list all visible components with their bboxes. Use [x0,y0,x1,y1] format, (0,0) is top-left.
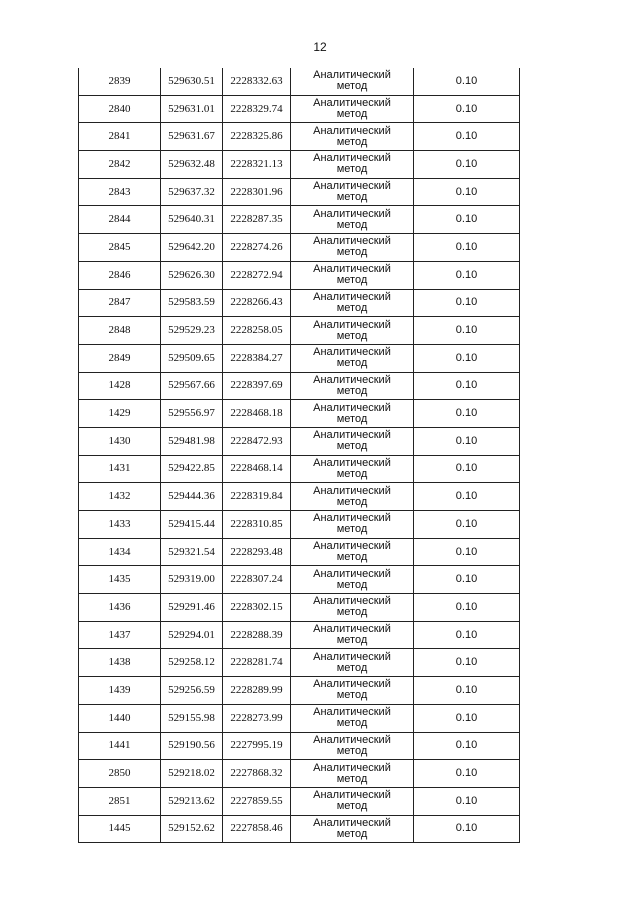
method-line-1: Аналитический [313,152,391,165]
point-number-cell: 1438 [79,649,161,677]
y-coordinate-cell: 2228266.43 [223,289,291,317]
method-line-2: метод [336,329,368,342]
y-coordinate-cell: 2228272.94 [223,261,291,289]
method-cell [291,400,414,428]
y-coordinate-cell: 2228301.96 [223,178,291,206]
table-row [79,677,520,705]
point-number-cell: 2841 [79,123,161,151]
method-line-1: Аналитический [313,207,391,220]
point-number-cell: 1431 [79,455,161,483]
method-line-1: Аналитический [313,540,391,553]
table-row [79,344,520,372]
point-number-cell: 2840 [79,95,161,123]
method-line-1: Аналитический [313,263,391,276]
method-line-2: метод [336,108,368,121]
method-line-2: метод [336,467,368,480]
accuracy-cell: 0.10 [414,732,520,760]
point-number-cell: 1441 [79,732,161,760]
method-cell [291,261,414,289]
method-cell [291,151,414,179]
coordinates-table [78,68,520,843]
x-coordinate-cell: 529583.59 [161,289,223,317]
x-coordinate-cell: 529481.98 [161,427,223,455]
point-number-cell: 2845 [79,234,161,262]
method-cell [291,178,414,206]
y-coordinate-cell: 2228289.99 [223,677,291,705]
method-cell [291,427,414,455]
method-cell [291,511,414,539]
accuracy-cell: 0.10 [414,621,520,649]
point-number-cell: 1433 [79,511,161,539]
y-coordinate-cell: 2228332.63 [223,68,291,95]
table-row [79,261,520,289]
accuracy-cell: 0.10 [414,760,520,788]
method-cell [291,732,414,760]
method-line-2: метод [336,551,368,564]
point-number-cell: 2851 [79,787,161,815]
y-coordinate-cell: 2227859.55 [223,787,291,815]
point-number-cell: 2847 [79,289,161,317]
accuracy-cell: 0.10 [414,649,520,677]
method-line-2: метод [336,384,368,397]
accuracy-cell: 0.10 [414,594,520,622]
x-coordinate-cell: 529422.85 [161,455,223,483]
accuracy-cell: 0.10 [414,95,520,123]
method-line-2: метод [336,440,368,453]
table-row [79,566,520,594]
table-row [79,732,520,760]
accuracy-cell: 0.10 [414,815,520,843]
method-cell [291,677,414,705]
point-number-cell: 2843 [79,178,161,206]
table-row [79,649,520,677]
method-line-2: метод [336,523,368,536]
accuracy-cell: 0.10 [414,68,520,95]
y-coordinate-cell: 2228397.69 [223,372,291,400]
method-line-2: метод [336,412,368,425]
y-coordinate-cell: 2228293.48 [223,538,291,566]
table-row [79,206,520,234]
method-cell [291,123,414,151]
accuracy-cell: 0.10 [414,511,520,539]
method-cell [291,289,414,317]
accuracy-cell: 0.10 [414,455,520,483]
table-row [79,68,520,95]
method-line-1: Аналитический [313,512,391,525]
method-cell [291,317,414,345]
y-coordinate-cell: 2228321.13 [223,151,291,179]
method-line-1: Аналитический [313,595,391,608]
point-number-cell: 1437 [79,621,161,649]
table-row [79,151,520,179]
table-row [79,511,520,539]
method-line-2: метод [336,163,368,176]
method-line-1: Аналитический [313,733,391,746]
accuracy-cell: 0.10 [414,483,520,511]
x-coordinate-cell: 529218.02 [161,760,223,788]
table-row [79,372,520,400]
method-line-1: Аналитический [313,484,391,497]
y-coordinate-cell: 2228302.15 [223,594,291,622]
method-line-1: Аналитический [313,429,391,442]
method-line-2: метод [336,246,368,259]
accuracy-cell: 0.10 [414,427,520,455]
point-number-cell: 2839 [79,68,161,95]
x-coordinate-cell: 529637.32 [161,178,223,206]
accuracy-cell: 0.10 [414,344,520,372]
method-line-1: Аналитический [313,567,391,580]
table-row [79,815,520,843]
method-cell [291,815,414,843]
x-coordinate-cell: 529256.59 [161,677,223,705]
method-line-2: метод [336,301,368,314]
method-line-1: Аналитический [313,650,391,663]
x-coordinate-cell: 529152.62 [161,815,223,843]
x-coordinate-cell: 529529.23 [161,317,223,345]
table-row [79,400,520,428]
x-coordinate-cell: 529509.65 [161,344,223,372]
y-coordinate-cell: 2228287.35 [223,206,291,234]
x-coordinate-cell: 529631.67 [161,123,223,151]
point-number-cell: 2842 [79,151,161,179]
accuracy-cell: 0.10 [414,178,520,206]
method-cell [291,68,414,95]
table-row [79,621,520,649]
x-coordinate-cell: 529415.44 [161,511,223,539]
method-cell [291,344,414,372]
y-coordinate-cell: 2228468.18 [223,400,291,428]
x-coordinate-cell: 529630.51 [161,68,223,95]
method-line-2: метод [336,578,368,591]
method-cell [291,621,414,649]
table-row [79,289,520,317]
method-line-2: метод [336,191,368,204]
x-coordinate-cell: 529631.01 [161,95,223,123]
method-line-2: метод [336,689,368,702]
method-line-2: метод [336,135,368,148]
method-line-1: Аналитический [313,318,391,331]
table-row [79,538,520,566]
x-coordinate-cell: 529213.62 [161,787,223,815]
method-line-1: Аналитический [313,706,391,719]
y-coordinate-cell: 2228329.74 [223,95,291,123]
method-line-2: метод [336,634,368,647]
method-cell [291,787,414,815]
x-coordinate-cell: 529640.31 [161,206,223,234]
accuracy-cell: 0.10 [414,566,520,594]
point-number-cell: 1440 [79,704,161,732]
y-coordinate-cell: 2227868.32 [223,760,291,788]
y-coordinate-cell: 2227995.19 [223,732,291,760]
method-line-1: Аналитический [313,789,391,802]
y-coordinate-cell: 2228468.14 [223,455,291,483]
method-line-1: Аналитический [313,678,391,691]
x-coordinate-cell: 529632.48 [161,151,223,179]
accuracy-cell: 0.10 [414,372,520,400]
method-cell [291,760,414,788]
method-cell [291,649,414,677]
point-number-cell: 1428 [79,372,161,400]
method-cell [291,206,414,234]
method-line-1: Аналитический [313,290,391,303]
y-coordinate-cell: 2228274.26 [223,234,291,262]
accuracy-cell: 0.10 [414,317,520,345]
method-line-2: метод [336,495,368,508]
method-cell [291,455,414,483]
method-line-1: Аналитический [313,816,391,829]
point-number-cell: 2848 [79,317,161,345]
method-line-2: метод [336,274,368,287]
point-number-cell: 2846 [79,261,161,289]
point-number-cell: 1430 [79,427,161,455]
point-number-cell: 1439 [79,677,161,705]
accuracy-cell: 0.10 [414,206,520,234]
y-coordinate-cell: 2228288.39 [223,621,291,649]
x-coordinate-cell: 529556.97 [161,400,223,428]
accuracy-cell: 0.10 [414,538,520,566]
accuracy-cell: 0.10 [414,289,520,317]
method-line-1: Аналитический [313,373,391,386]
table-row [79,704,520,732]
method-cell [291,95,414,123]
x-coordinate-cell: 529444.36 [161,483,223,511]
y-coordinate-cell: 2228258.05 [223,317,291,345]
method-cell [291,566,414,594]
table-row [79,427,520,455]
method-line-2: метод [336,80,368,93]
method-line-2: метод [336,827,368,840]
accuracy-cell: 0.10 [414,151,520,179]
y-coordinate-cell: 2228281.74 [223,649,291,677]
point-number-cell: 1429 [79,400,161,428]
method-cell [291,483,414,511]
x-coordinate-cell: 529294.01 [161,621,223,649]
table-row [79,760,520,788]
method-line-1: Аналитический [313,346,391,359]
method-line-1: Аналитический [313,401,391,414]
method-cell [291,372,414,400]
method-cell [291,234,414,262]
page-number: 12 [313,40,327,54]
y-coordinate-cell: 2228384.27 [223,344,291,372]
method-line-1: Аналитический [313,180,391,193]
y-coordinate-cell: 2228472.93 [223,427,291,455]
accuracy-cell: 0.10 [414,400,520,428]
method-line-1: Аналитический [313,623,391,636]
y-coordinate-cell: 2228273.99 [223,704,291,732]
x-coordinate-cell: 529190.56 [161,732,223,760]
accuracy-cell: 0.10 [414,123,520,151]
y-coordinate-cell: 2228319.84 [223,483,291,511]
point-number-cell: 1436 [79,594,161,622]
table-row [79,317,520,345]
x-coordinate-cell: 529319.00 [161,566,223,594]
x-coordinate-cell: 529321.54 [161,538,223,566]
table-row [79,234,520,262]
table-row [79,123,520,151]
accuracy-cell: 0.10 [414,787,520,815]
method-line-2: метод [336,606,368,619]
accuracy-cell: 0.10 [414,234,520,262]
method-line-1: Аналитический [313,235,391,248]
y-coordinate-cell: 2227858.46 [223,815,291,843]
point-number-cell: 2844 [79,206,161,234]
x-coordinate-cell: 529567.66 [161,372,223,400]
x-coordinate-cell: 529626.30 [161,261,223,289]
method-line-1: Аналитический [313,761,391,774]
point-number-cell: 2849 [79,344,161,372]
coordinates-table-body [79,68,520,843]
method-line-2: метод [336,357,368,370]
method-cell [291,704,414,732]
table-row [79,455,520,483]
point-number-cell: 1434 [79,538,161,566]
method-line-2: метод [336,800,368,813]
method-line-1: Аналитический [313,124,391,137]
method-cell [291,594,414,622]
x-coordinate-cell: 529642.20 [161,234,223,262]
point-number-cell: 1445 [79,815,161,843]
point-number-cell: 2850 [79,760,161,788]
method-line-2: метод [336,772,368,785]
x-coordinate-cell: 529258.12 [161,649,223,677]
method-line-1: Аналитический [313,97,391,110]
table-row [79,483,520,511]
table-row [79,787,520,815]
y-coordinate-cell: 2228325.86 [223,123,291,151]
x-coordinate-cell: 529155.98 [161,704,223,732]
table-row [79,178,520,206]
method-cell [291,538,414,566]
method-line-1: Аналитический [313,456,391,469]
table-row [79,95,520,123]
accuracy-cell: 0.10 [414,677,520,705]
x-coordinate-cell: 529291.46 [161,594,223,622]
y-coordinate-cell: 2228307.24 [223,566,291,594]
point-number-cell: 1432 [79,483,161,511]
method-line-2: метод [336,661,368,674]
method-line-1: Аналитический [313,69,391,82]
method-line-2: метод [336,744,368,757]
point-number-cell: 1435 [79,566,161,594]
method-line-2: метод [336,717,368,730]
accuracy-cell: 0.10 [414,704,520,732]
method-line-2: метод [336,218,368,231]
accuracy-cell: 0.10 [414,261,520,289]
y-coordinate-cell: 2228310.85 [223,511,291,539]
table-row [79,594,520,622]
